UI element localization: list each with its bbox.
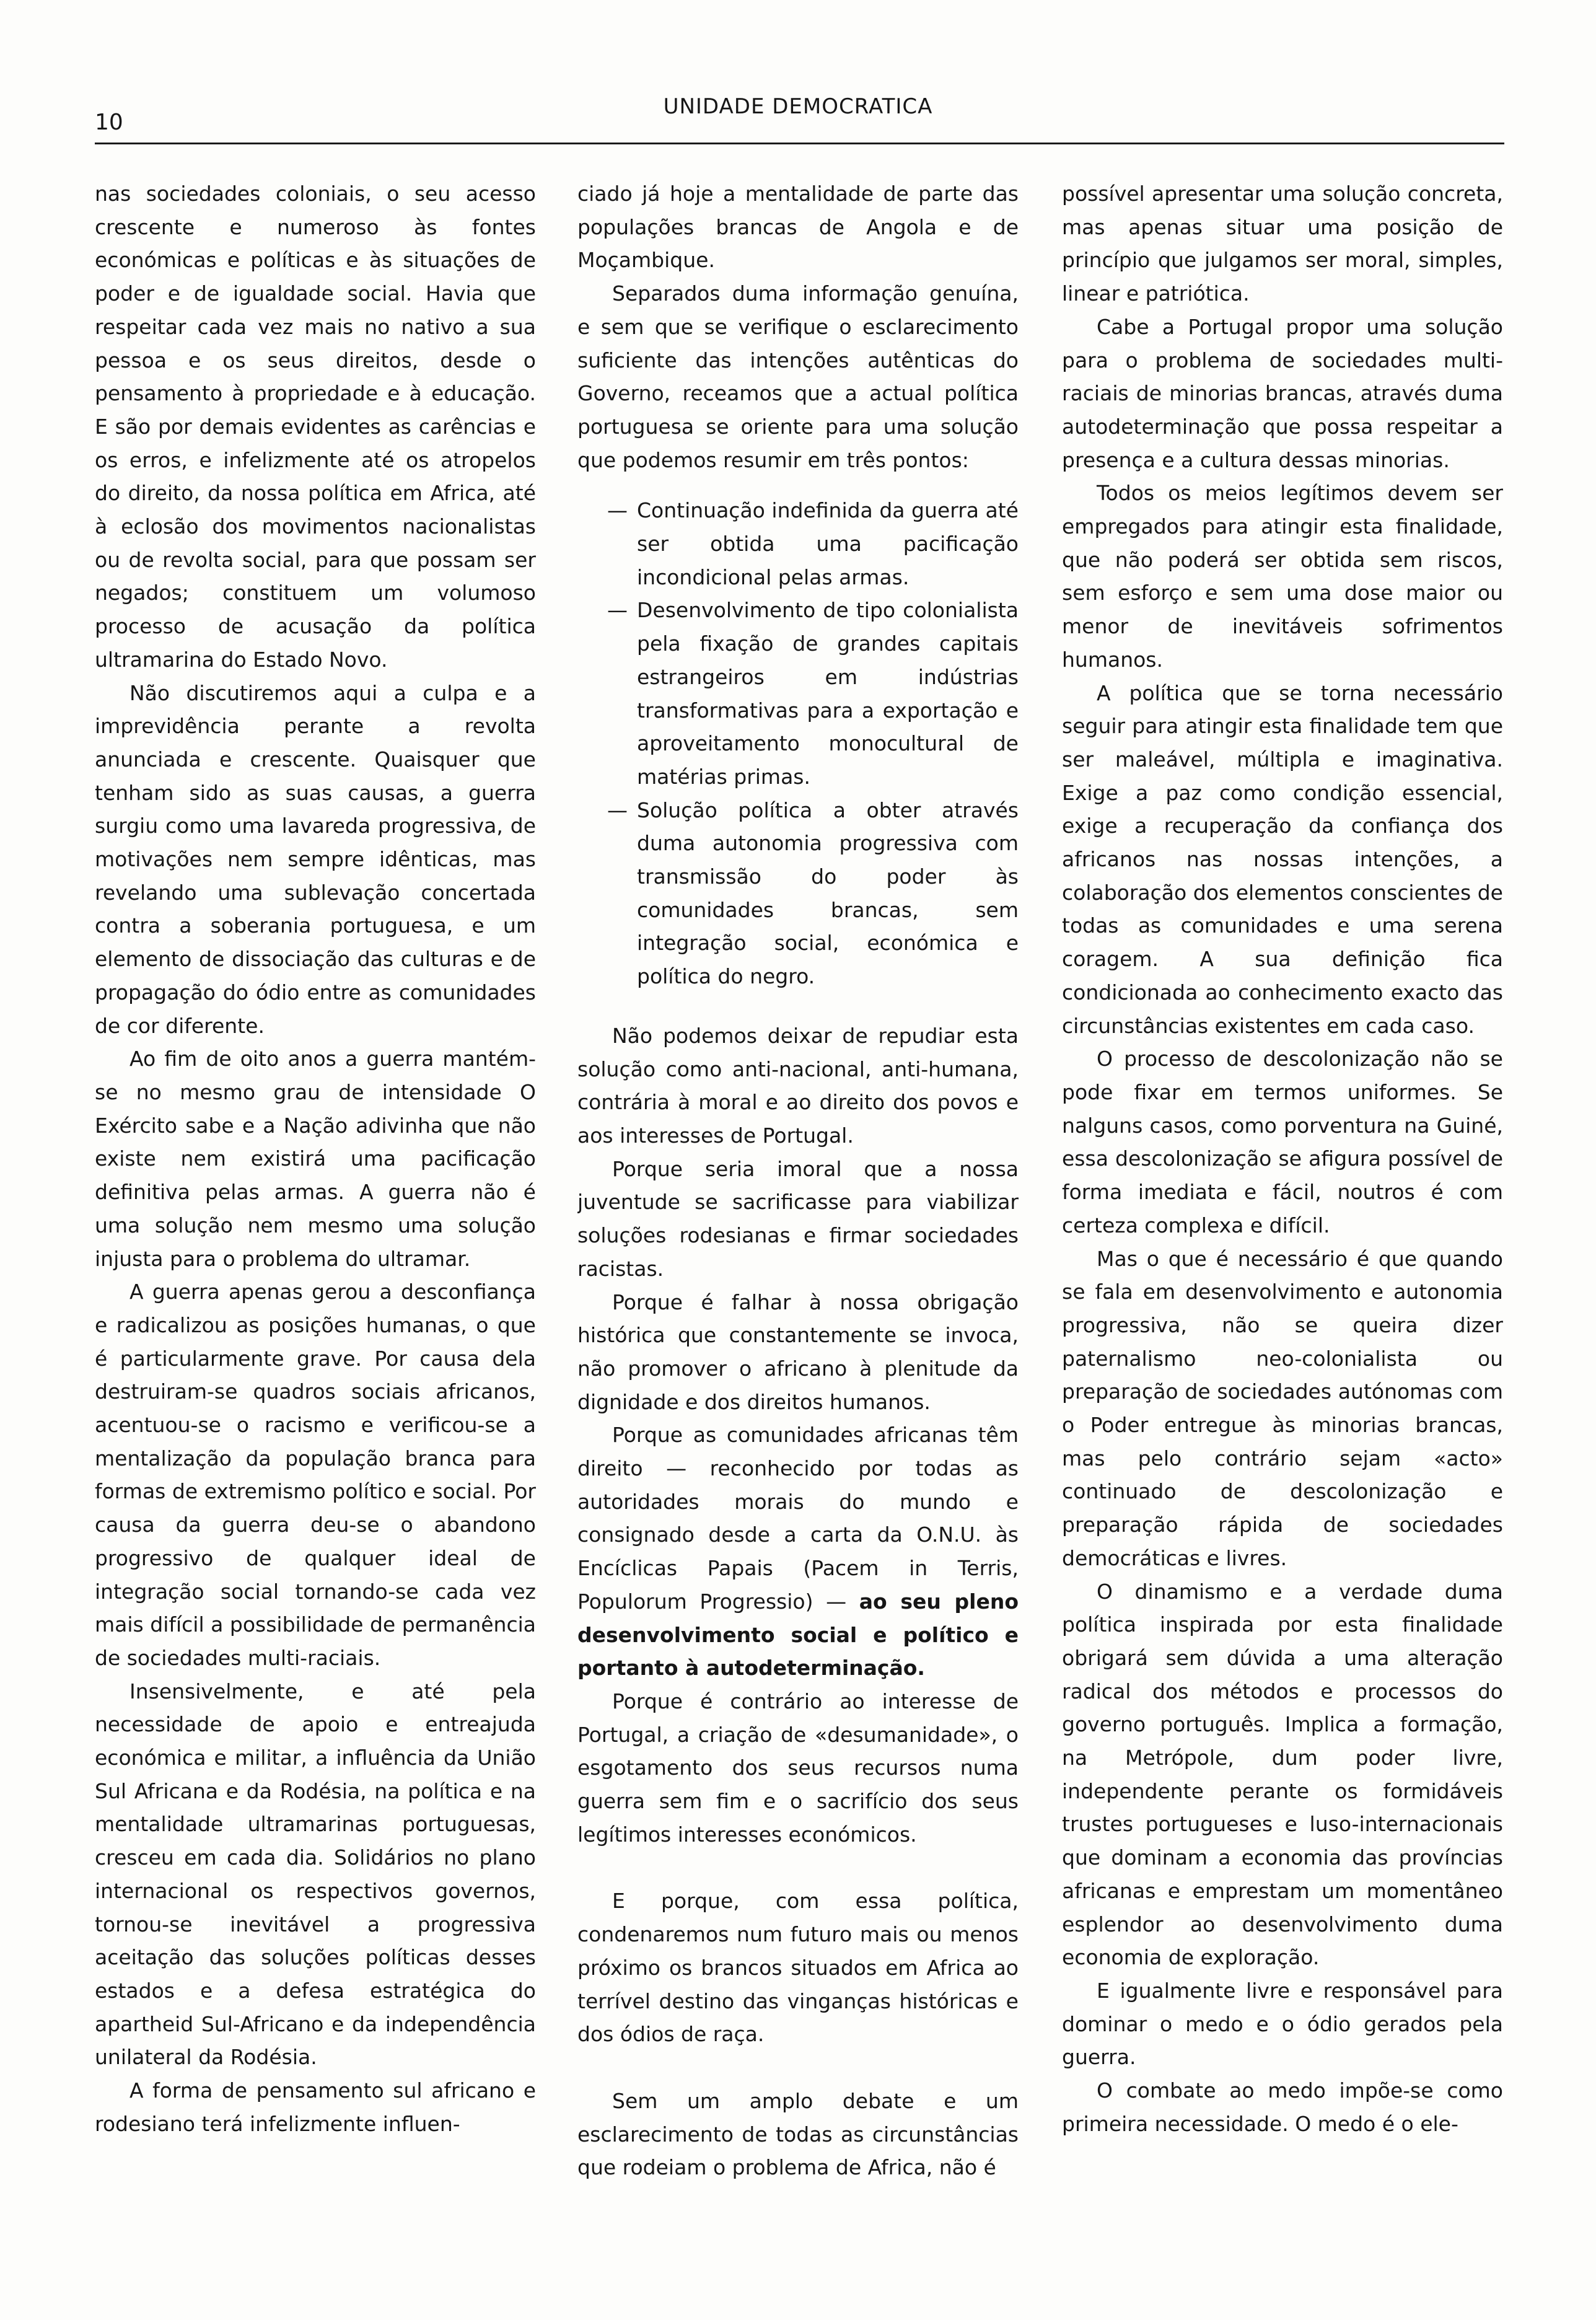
paragraph: O processo de descolonização não se pode fixar em termos uniformes. Se nalguns casos, como porventura na Guiné, essa descolonização se afigura possível de forma imediata e fácil, noutros é com certeza complexa e difícil. <box>1062 1047 1503 1237</box>
paragraph: nas sociedades coloniais, o seu acesso crescente e numeroso às fontes económicas e políticas e às situações de poder e de igualdade social. Havia que respeitar cada vez mais no nativo a sua pessoa e os seus direitos, desde o pensamento à propriedade e à educação. E são por demais evidentes as carências e os erros, e infelizmente até os atropelos do direito, da nossa política em Africa, até à eclosão dos movimentos nacionalistas ou de revolta social, para que possam ser negados; constituem um volumoso processo de acusação da política ultramarina do Estado Novo. <box>95 182 536 672</box>
list-item: — Continuação indefinida da guerra até ser obtida uma pacificação incondicional pelas armas. <box>637 494 1019 594</box>
publication-title: UNIDADE DEMOCRATICA <box>663 94 933 119</box>
paragraph: Mas o que é necessário é que quando se fala em desenvolvimento e autonomia progressiva, não se queira dizer paternalismo neo-colonialista ou preparação de sociedades autónomas com o Poder entregue às minorias brancas, mas pelo contrário sejam «acto» continuado de descolonização e preparação rápida de sociedades democráticas e livres. <box>1062 1246 1503 1570</box>
list-item: — Desenvolvimento de tipo colonialista pela fixação de grandes capitais estrangeiros em indústrias transformativas para a exportação e aproveitamento monocultural de matérias primas. <box>637 594 1019 793</box>
paragraph: Não discutiremos aqui a culpa e a imprevidência perante a revolta anunciada e crescente. Quaisquer que tenham sido as suas causas, a guerra surgiu como uma lavareda progressiva, de motivações nem sempre idênticas, mas revelando uma sublevação concertada contra a soberania portuguesa, e um elemento de dissociação das culturas e de propagação do ódio entre as comunidades de cor diferente. <box>95 680 536 1038</box>
text-column-3 <box>1062 177 1503 2272</box>
paragraph: possível apresentar uma solução concreta, mas apenas situar uma posição de princípio que julgamos ser moral, simples, linear e patriótica. <box>1062 182 1503 306</box>
dash-list <box>577 494 1019 993</box>
paragraph: Insensivelmente, e até pela necessidade de apoio e entreajuda económica e militar, a influência da União Sul Africana e da Rodésia, na política e na mentalidade ultramarinas portuguesas, cresceu em cada dia. Solidários no plano internacional os respectivos governos, tornou-se inevitável a progressiva aceitação das soluções políticas desses estados e a defesa estratégica do apartheid Sul-Africano e da independência unilateral da Rodésia. <box>95 1679 536 2070</box>
paragraph: Porque seria imoral que a nossa juventude se sacrificasse para viabilizar soluções rodesianas e firmar sociedades racistas. <box>577 1156 1019 1281</box>
paragraph: Separados duma informação genuína, e sem que se verifique o esclarecimento suficiente das intenções autênticas do Governo, receamos que a actual política portuguesa se oriente para uma solução que podemos resumir em três pontos: <box>577 281 1019 472</box>
bold-emphasis: ao seu pleno desenvolvimento social e político e portanto à autodeterminação. <box>577 1589 1019 1681</box>
paragraph: A forma de pensamento sul africano e rodesiano terá infelizmente influen- <box>95 2078 536 2136</box>
paragraph: Cabe a Portugal propor uma solução para o problema de sociedades multi-raciais de minorias brancas, através duma autodeterminação que possa respeitar a presença e a cultura dessas minorias. <box>1062 314 1503 472</box>
paragraph: Porque é contrário ao interesse de Portugal, a criação de «desumanidade», o esgotamento dos seus recursos numa guerra sem fim e o sacrifício dos seus legítimos interesses económicos. <box>577 1689 1019 1847</box>
paragraph: O dinamismo e a verdade duma política inspirada por esta finalidade obrigará sem dúvida a uma alteração radical dos métodos e processos do governo português. Implica a formação, na Metrópole, dum poder livre, independente perante os formidáveis trustes portugueses e luso-internacionais que dominam a economia das províncias africanas e emprestam um momentâneo esplendor ao desenvolvimento duma economia de exploração. <box>1062 1579 1503 1970</box>
header-rule <box>95 143 1504 144</box>
paragraph: Sem um amplo debate e um esclarecimento de todas as circunstâncias que rodeiam o problema de Africa, não é <box>577 2088 1019 2180</box>
paragraph: Ao fim de oito anos a guerra mantém-se no mesmo grau de intensidade O Exército sabe e a Nação adivinha que não existe nem existirá uma pacificação definitiva pelas armas. A guerra não é uma solução nem mesmo uma solução injusta para o problema do ultramar. <box>95 1047 536 1271</box>
paragraph: E porque, com essa política, condenaremos num futuro mais ou menos próximo os brancos situados em Africa ao terrível destino das vinganças históricas e dos ódios de raça. <box>577 1889 1019 2047</box>
paragraph: E igualmente livre e responsável para dominar o medo e o ódio gerados pela guerra. <box>1062 1978 1503 2070</box>
paragraph: Não podemos deixar de repudiar esta solução como anti-nacional, anti-humana, contrária à moral e ao direito dos povos e aos interesses de Portugal. <box>577 1023 1019 1148</box>
paragraph <box>577 1418 1019 1685</box>
paragraph: Porque é falhar à nossa obrigação histórica que constantemente se invoca, não promover o africano à plenitude da dignidade e dos direitos humanos. <box>577 1290 1019 1414</box>
paragraph: A política que se torna necessário seguir para atingir esta finalidade tem que ser maleável, múltipla e imaginativa. Exige a paz como condição essencial, exige a recuperação da confiança dos africanos nas nossas intenções, a colaboração dos elementos conscientes de todas as comunidades e uma serena coragem. A sua definição fica condicionada ao conhecimento exacto das circunstâncias existentes em cada caso. <box>1062 680 1503 1038</box>
text-column-1 <box>95 177 536 2272</box>
paragraph: O combate ao medo impõe-se como primeira necessidade. O medo é o ele- <box>1062 2078 1503 2136</box>
paragraph: A guerra apenas gerou a desconfiança e radicalizou as posições humanas, o que é particularmente grave. Por causa dela destruiram-se quadros sociais africanos, acentuou-se o racismo e verificou-se a mentalização da população branca para formas de extremismo político e social. Por causa da guerra deu-se o abandono progressivo de qualquer ideal de integração social tornando-se cada vez mais difícil a possibilidade de permanência de sociedades multi-raciais. <box>95 1280 536 1670</box>
list-item: — Solução política a obter através duma autonomia progressiva com transmissão do poder às comunidades brancas, sem integração social, económica e política do negro. <box>637 794 1019 993</box>
paragraph: Todos os meios legítimos devem ser empregados para atingir esta finalidade, que não poderá ser obtida sem riscos, sem esforço e sem uma dose maior ou menor de inevitáveis sofrimentos humanos. <box>1062 481 1503 672</box>
paragraph: ciado já hoje a mentalidade de parte das populações brancas de Angola e de Moçambique. <box>577 182 1019 273</box>
page-number: 10 <box>95 110 123 135</box>
text-column-2 <box>577 177 1019 2272</box>
paragraph-text: Porque as comunidades africanas têm direito — reconhecido por todas as autoridades morais do mundo e consignado desde a carta da O.N.U. às Encíclicas Papais (Pacem in Terris, Populorum Progressio) — <box>577 1423 1019 1614</box>
